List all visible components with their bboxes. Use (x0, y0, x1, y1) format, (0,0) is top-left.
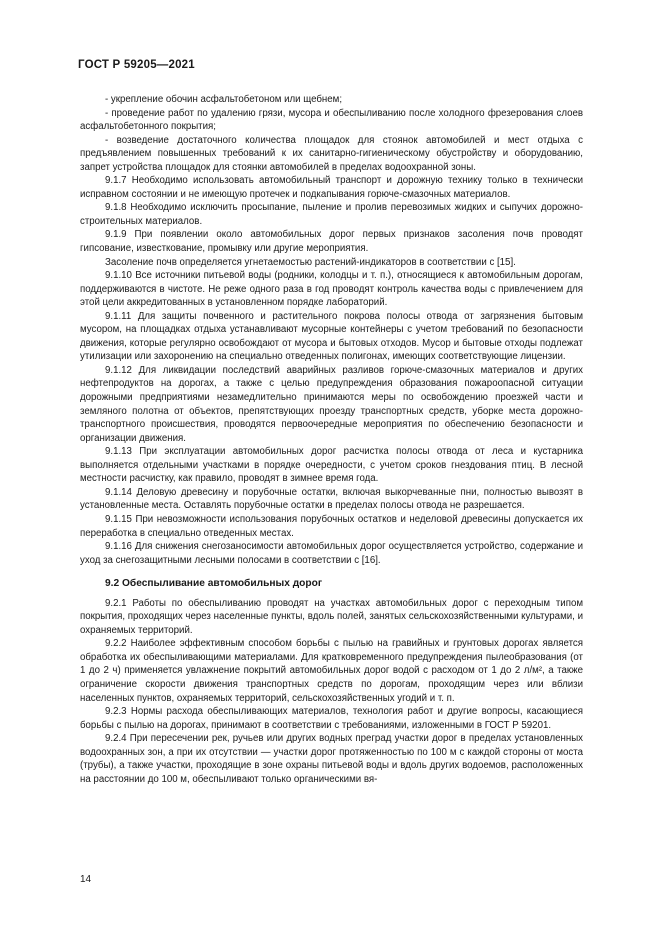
paragraph: 9.1.9 При появлении около автомобильных дорог первых признаков засоления почв проводят гипсование, известкование, промывку или другие мероприятия. (80, 229, 583, 255)
document-header: ГОСТ Р 59205—2021 (78, 59, 195, 71)
paragraph: 9.2.4 При пересечении рек, ручьев или других водных преград участки дорог в пределах установленных водоохранных зон, а при их отсутствии — участки дорог протяженностью по 100 м с каждой стороны от моста (трубы), а также участки, проходящие в зоне охраны питьевой воды и вдоль других водоемов, расположенных на расстоянии до 100 м, обеспыливают только органическими вя- (80, 733, 583, 785)
paragraph: 9.1.12 Для ликвидации последствий аварийных разливов горюче-смазочных материалов и других нефтепродуктов на дорогах, а также с целью предупреждения образования пожароопасной ситуации дорожными предприятиями незамедлительно принимаются меры по освобождению проезжей части и земляного полотна от объектов, препятствующих проезду транспортных средств, уборке места дорожно-транспортного происшествия, проводятся первоочередные мероприятия по обеспечению безопасности и организации движения. (80, 364, 583, 444)
paragraph: - проведение работ по удалению грязи, мусора и обеспыливанию после холодного фрезерования слоев асфальтобетонного покрытия; (80, 107, 583, 133)
paragraph: 9.1.15 При невозможности использования порубочных остатков и неделовой древесины допускается их переработка в специально отведенных местах. (80, 513, 583, 539)
paragraph: 9.1.7 Необходимо использовать автомобильный транспорт и дорожную технику только в технически исправном состоянии и не имеющую протечек и подкапывания горюче-смазочных материалов. (80, 175, 583, 200)
section-heading: 9.2 Обеспыливание автомобильных дорог (105, 578, 323, 590)
paragraph: 9.1.16 Для снижения снегозаносимости автомобильных дорог осуществляется устройство, содержание и уход за снегозащитными лесными полосами в соответствии с [16]. (80, 541, 583, 566)
document-body (80, 93, 583, 786)
paragraph: 9.2.2 Наиболее эффективным способом борьбы с пылью на гравийных и грунтовых дорогах является обработка их обеспыливающими материалами. Для кратковременного предупреждения пылеобразования (от 1 до 2 ч) применяется увлажнение покрытий автомобильных дорог водой с расходом от 1 до 2 л/м², а также ограничение скорости движения транспортных средств по дорогам, проходящим через или вблизи населенных пунктов, охраняемых территорий, сельскохозяйственных угодий и т. п. (80, 638, 583, 704)
paragraph: 9.1.10 Все источники питьевой воды (родники, колодцы и т. п.), относящиеся к автомобильным дорогам, поддерживаются в чистоте. Не реже одного раза в год проводят контроль качества воды с привлечением для этой цели аккредитованных в установленном порядке лабораторий. (80, 270, 583, 309)
paragraph: 9.1.13 При эксплуатации автомобильных дорог расчистка полосы отвода от леса и кустарника выполняется отдельными участками в порядке очередности, с учетом сроков гнездования птиц. В лесной местности расчистку, как правило, проводят в зимнее время года. (80, 446, 583, 485)
paragraph: 9.1.14 Деловую древесину и порубочные остатки, включая выкорчеванные пни, полностью вывозят в установленные места. Оставлять порубочные остатки в пределах полосы отвода не разрешается. (80, 486, 583, 512)
paragraph: 9.1.11 Для защиты почвенного и растительного покрова полосы отвода от загрязнения бытовым мусором, на площадках отдыха устанавливают мусорные контейнеры с учетом требований по безопасности движения, которые регулярно освобождают от мусора и бытовых отходов. Мусор и бытовые отходы подлежат утилизации или захоронению на специально отведенных полигонах, имеющих соответствующие лицензии. (80, 310, 583, 363)
paragraph: Засоление почв определяется угнетаемостью растений-индикаторов в соответствии с [15]. (105, 256, 516, 268)
paragraph: - возведение достаточного количества площадок для стоянок автомобилей и мест отдыха с предъявлением повышенных требований к их санитарно-гигиеническому обустройству и оборудованию, запрет устройства площадок для стоянки автомобилей в пределах водоохранной зоны. (80, 134, 583, 173)
paragraph: 9.2.1 Работы по обеспыливанию проводят на участках автомобильных дорог с переходным типом покрытия, проходящих через населенные пункты, вдоль полей, занятых сельскохозяйственными культурами, и охраняемых территорий. (80, 597, 583, 636)
paragraph: - укрепление обочин асфальтобетоном или щебнем; (105, 94, 343, 105)
page-number: 14 (80, 874, 92, 885)
paragraph: 9.2.3 Нормы расхода обеспыливающих материалов, технология работ и другие вопросы, касающиеся борьбы с пылью на дорогах, принимают в соответствии с требованиями, изложенными в ГОСТ Р 59201. (80, 706, 583, 731)
paragraph: 9.1.8 Необходимо исключить просыпание, пыление и пролив перевозимых жидких и сыпучих дорожно-строительных материалов. (80, 202, 583, 227)
